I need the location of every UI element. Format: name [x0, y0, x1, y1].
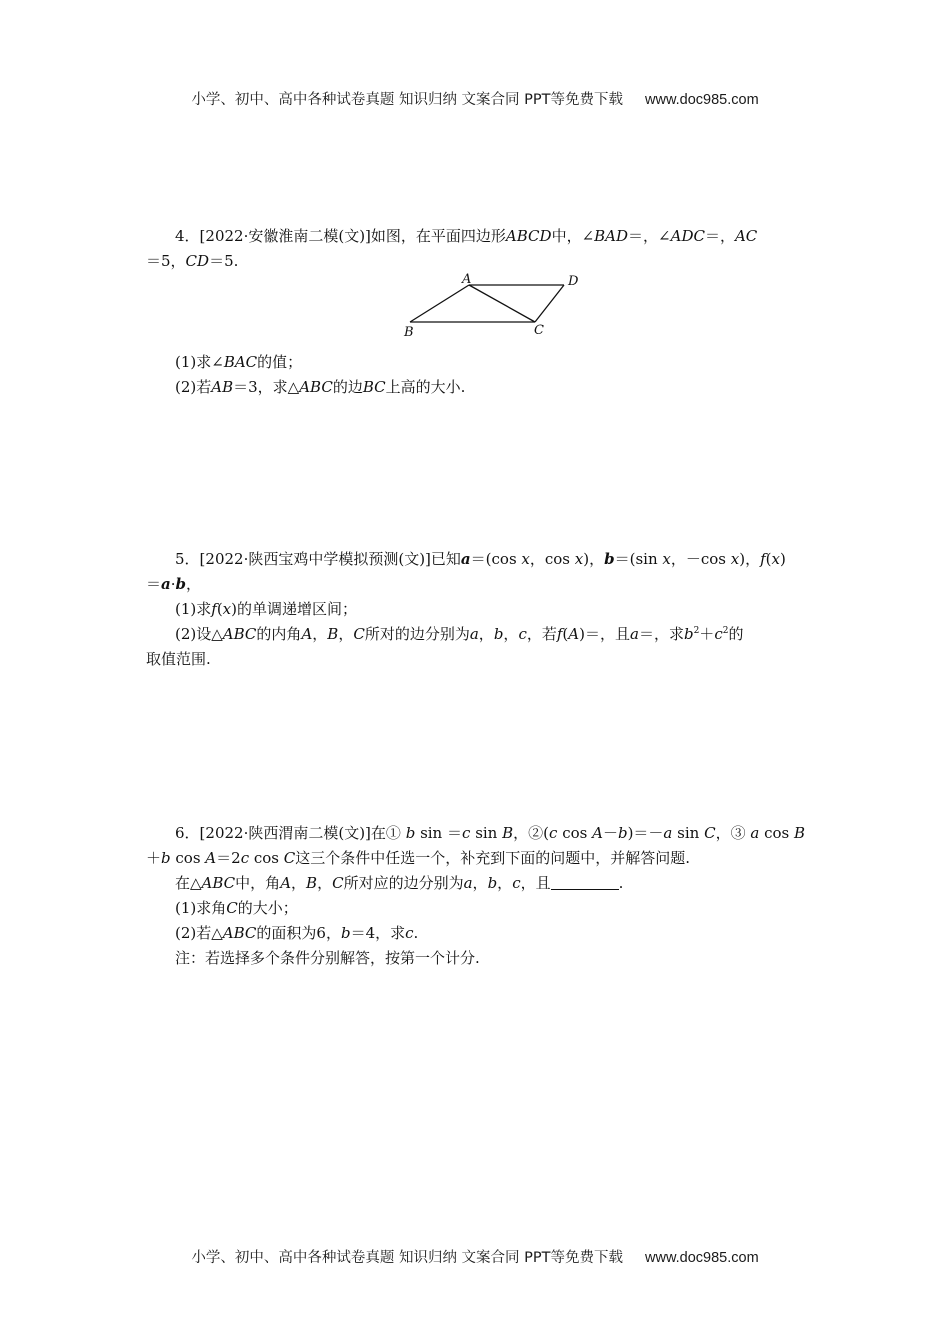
q4-line1: 4．[2022·安徽淮南二模(文)]如图，在平面四边形ABCD中，∠BAD＝，∠ADC＝，AC: [175, 227, 758, 245]
answer-blank: [551, 875, 619, 890]
q6-line2: ＋b cos A＝2c cos C这三个条件中任选一个，补充到下面的问题中，并解答问题.: [146, 849, 691, 867]
header-text: 小学、初中、高中各种试卷真题 知识归纳 文案合同 PPT等免费下载: [191, 92, 624, 108]
q5-line-end: 取值范围.: [146, 650, 211, 668]
q5-part2: (2)设△ABC的内角A，B，C所对的边分别为a，b，c，若f(A)＝，且a＝，求$b^2+c^2$的: [175, 625, 744, 643]
label-d: D: [568, 274, 579, 289]
quadrilateral-figure: [396, 268, 586, 340]
q6-part1: (1)求角C的大小；: [175, 899, 298, 917]
footer-text: 小学、初中、高中各种试卷真题 知识归纳 文案合同 PPT等免费下载: [191, 1250, 624, 1266]
q4-part1: (1)求∠BAC的值；: [175, 353, 303, 371]
q5-line2: ＝a·b，: [146, 575, 202, 593]
label-a: A: [462, 272, 472, 287]
edge-ab: [410, 285, 469, 322]
q6-part2: (2)若△ABC的面积为6，b＝4，求c.: [175, 924, 419, 942]
q4-line2: ＝5，CD＝5.: [146, 252, 239, 270]
page-header: [0, 88, 950, 109]
q6-note: 注：若选择多个条件分别解答，按第一个计分.: [175, 949, 480, 967]
q5-line1: 5．[2022·陕西宝鸡中学模拟预测(文)]已知a＝(cos x，cos x)，b＝(sin x，－cos x)，f(x): [175, 550, 786, 568]
label-b: B: [404, 325, 414, 340]
page-footer: [0, 1246, 950, 1267]
label-c: C: [534, 323, 544, 338]
q5-part1: (1)求f(x)的单调递增区间；: [175, 600, 357, 618]
edge-dc: [535, 285, 564, 322]
q6-line3: 在△ABC中，角A，B，C所对应的边分别为a，b，c，且 .: [175, 874, 624, 892]
edge-ac: [469, 285, 535, 322]
q6-line1: 6．[2022·陕西渭南二模(文)]在① b sin ＝c sin B，②(c cos A－b)＝－a sin C，③ a cos B: [175, 824, 805, 842]
header-site: www.doc985.com: [645, 92, 759, 108]
q4-part2: (2)若AB＝3，求△ABC的边BC上高的大小.: [175, 378, 466, 396]
footer-site: www.doc985.com: [645, 1250, 759, 1266]
